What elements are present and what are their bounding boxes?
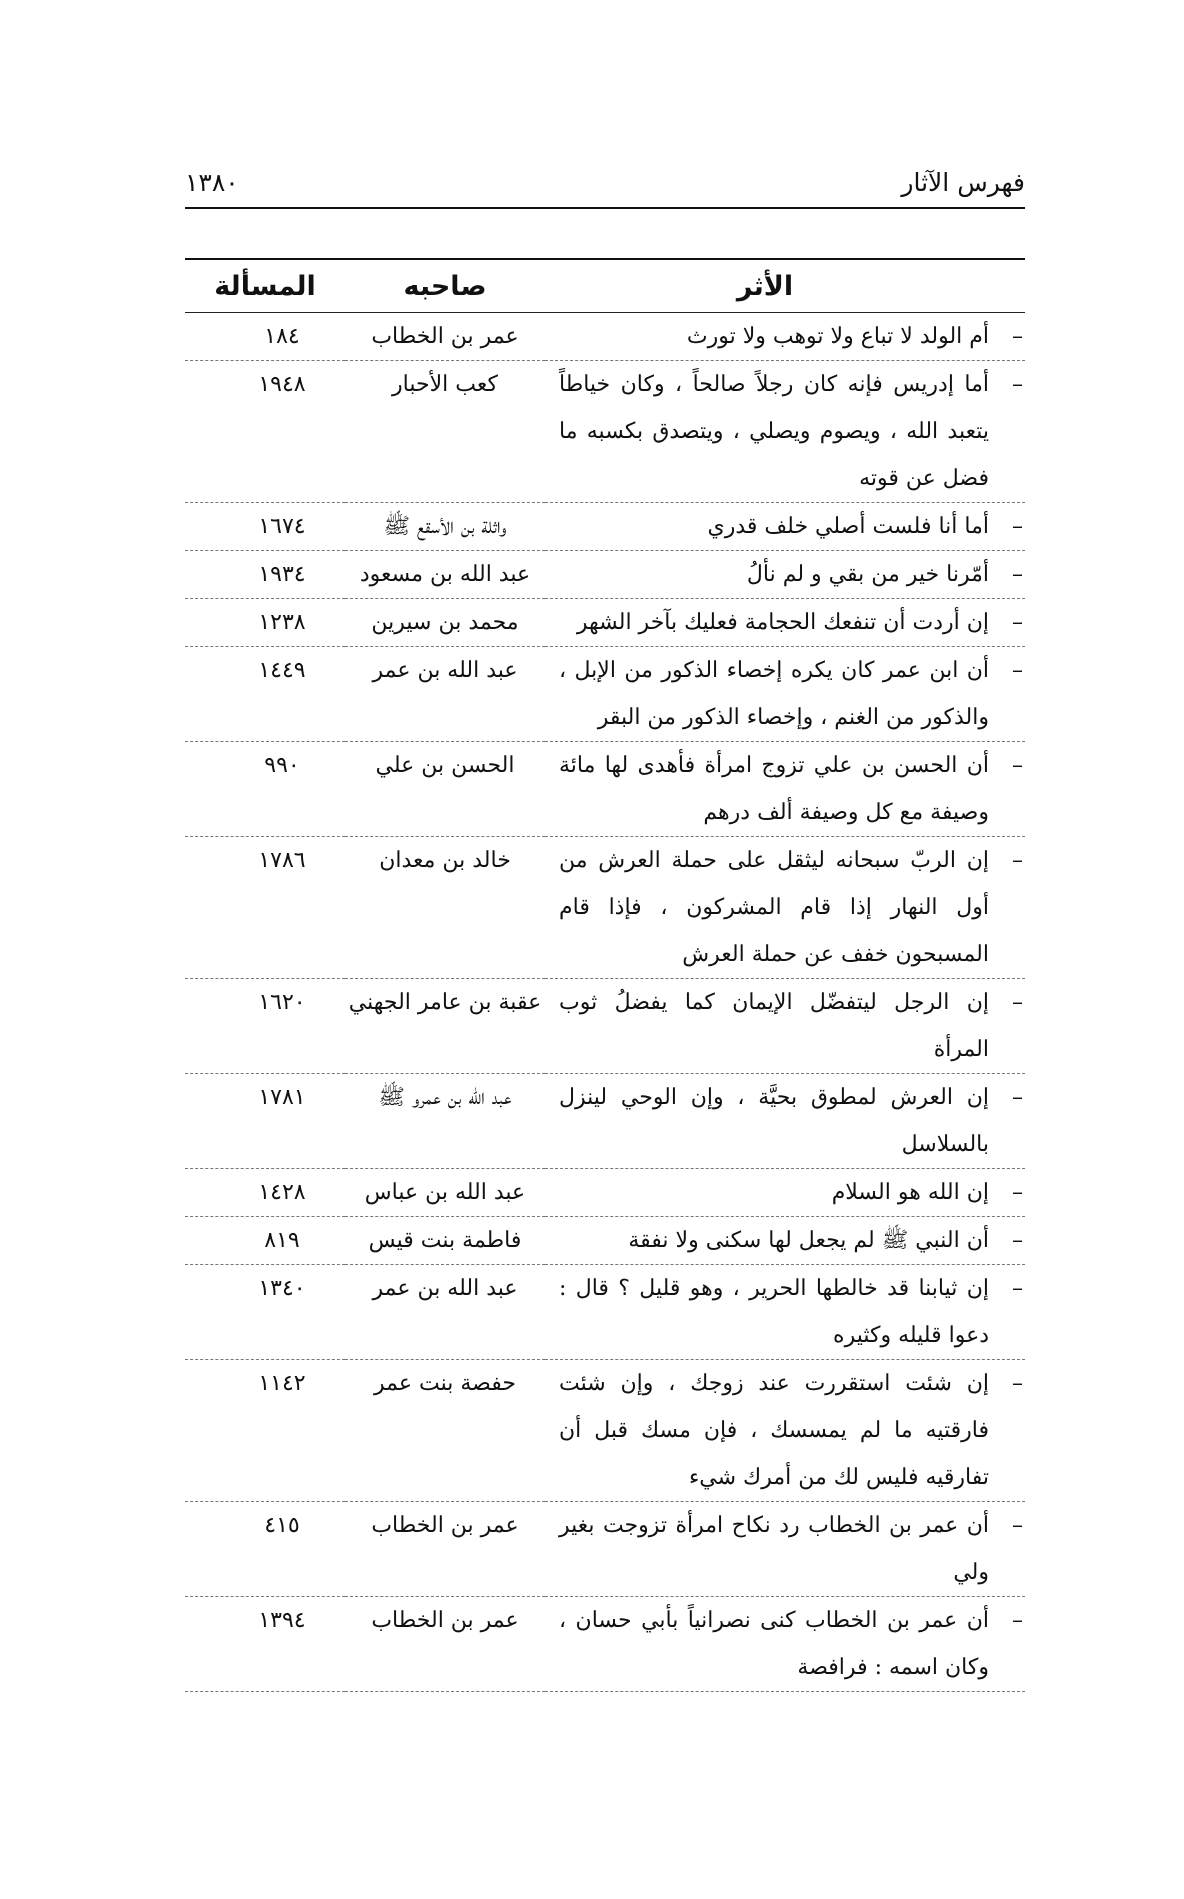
- sahib-cell: فاطمة بنت قيس: [368, 1228, 522, 1253]
- list-dash: –: [1012, 1276, 1023, 1301]
- masala-number-cell: ١٣٩٤: [258, 1608, 306, 1633]
- athar-text: إن العرش لمطوق بحيَّة ، وإن الوحي لينزل بالسلاسل: [559, 1085, 989, 1157]
- masala-number-cell: ١٣٤٠: [258, 1276, 306, 1301]
- athar-text: إن الرجل ليتفضّل الإيمان كما يفضلُ ثوب المرأة: [559, 990, 989, 1062]
- masala-number-cell: ٩٩٠: [264, 753, 300, 778]
- sahib-cell: عبد الله بن عمر: [372, 658, 518, 683]
- table-header-row: [185, 260, 1025, 313]
- masala-number-cell: ١٧٨٦: [258, 848, 306, 873]
- athar-cell: [545, 979, 1025, 1074]
- list-dash: –: [1012, 990, 1023, 1015]
- table-row: [185, 647, 1025, 742]
- athar-cell: [545, 1597, 1025, 1692]
- athar-text: أن ابن عمر كان يكره إخصاء الذكور من الإبل ، والذكور من الغنم ، وإخصاء الذكور من البقر: [559, 658, 989, 730]
- sahib-cell: عقبة بن عامر الجهني: [348, 990, 542, 1015]
- masala-number-cell: ١٦٢٠: [258, 990, 306, 1015]
- athar-text: أما إدريس فإنه كان رجلاً صالحاً ، وكان خياطاً يتعبد الله ، ويصوم ويصلي ، ويتصدق بكسبه ما فضل عن قوته: [559, 372, 989, 491]
- athar-cell: [545, 647, 1025, 742]
- list-dash: –: [1012, 1608, 1023, 1633]
- table-row: [185, 551, 1025, 599]
- athar-text: أن عمر بن الخطاب كنى نصرانياً بأبي حسان ، وكان اسمه : فرافصة: [559, 1608, 989, 1680]
- masala-number-cell: ١٧٨١: [258, 1085, 306, 1110]
- athar-cell: [545, 1360, 1025, 1502]
- page-number: ١٣٨٠: [185, 168, 239, 197]
- table-row: [185, 979, 1025, 1074]
- masala-number-cell: ١٤٢٨: [258, 1180, 306, 1205]
- column-header-athar: الأثر: [736, 270, 794, 302]
- athar-cell: [545, 551, 1025, 599]
- list-dash: –: [1012, 562, 1023, 587]
- list-dash: –: [1012, 610, 1023, 635]
- list-dash: –: [1012, 1228, 1023, 1253]
- athar-text: أم الولد لا تباع ولا توهب ولا تورث: [686, 324, 989, 349]
- header-title: فهرس الآثار: [901, 168, 1025, 197]
- sahib-cell: واثلة بن الأسقع ﷺ: [383, 514, 507, 539]
- table-row: [185, 1360, 1025, 1502]
- athar-cell: [545, 599, 1025, 647]
- sahib-cell: محمد بن سيرين: [371, 610, 519, 635]
- masala-number-cell: ١٦٧٤: [258, 514, 306, 539]
- list-dash: –: [1012, 848, 1023, 873]
- athar-cell: [545, 1217, 1025, 1265]
- athar-cell: [545, 742, 1025, 837]
- athar-text: أن النبي ﷺ لم يجعل لها سكنى ولا نفقة: [628, 1228, 989, 1253]
- table-row: [185, 1265, 1025, 1360]
- table-row: [185, 361, 1025, 503]
- sahib-cell: عمر بن الخطاب: [371, 1608, 519, 1633]
- athar-text: إن الربّ سبحانه ليثقل على حملة العرش من أول النهار إذا قام المشركون ، فإذا قام المسبحون خفف عن حملة العرش: [559, 848, 989, 967]
- athar-cell: [545, 1502, 1025, 1597]
- masala-number-cell: ١١٤٢: [258, 1371, 306, 1396]
- masala-number-cell: ٤١٥: [264, 1513, 300, 1538]
- masala-number-cell: ٨١٩: [264, 1228, 300, 1253]
- sahib-cell: الحسن بن علي: [375, 753, 515, 778]
- sahib-cell: عبد الله بن عمرو ﷺ: [378, 1085, 512, 1110]
- athar-text: أمّرنا خير من بقي و لم نألُ: [746, 562, 989, 587]
- table-row: [185, 503, 1025, 551]
- table-row: [185, 837, 1025, 979]
- column-header-sahib: صاحبه: [403, 270, 487, 302]
- header-rule: [185, 207, 1025, 209]
- sahib-cell: عبد الله بن عمر: [372, 1276, 518, 1301]
- table-row: [185, 1597, 1025, 1692]
- sahib-cell: عبد الله بن مسعود: [359, 562, 531, 587]
- athar-index-table: [185, 258, 1025, 1692]
- masala-number-cell: ١٢٣٨: [258, 610, 306, 635]
- page-header: [185, 168, 1025, 208]
- list-dash: –: [1012, 658, 1023, 683]
- sahib-cell: عمر بن الخطاب: [371, 324, 519, 349]
- list-dash: –: [1012, 514, 1023, 539]
- sahib-cell: كعب الأحبار: [392, 372, 498, 397]
- sahib-cell: حفصة بنت عمر: [374, 1371, 516, 1396]
- table-row: [185, 599, 1025, 647]
- table-row: [185, 742, 1025, 837]
- masala-number-cell: ١٨٤: [264, 324, 300, 349]
- athar-text: أن الحسن بن علي تزوج امرأة فأهدى لها مائة وصيفة مع كل وصيفة ألف درهم: [559, 753, 989, 825]
- sahib-cell: عمر بن الخطاب: [371, 1513, 519, 1538]
- athar-text: أما أنا فلست أصلي خلف قدري: [707, 514, 989, 539]
- list-dash: –: [1012, 1085, 1023, 1110]
- masala-number-cell: ١٤٤٩: [258, 658, 306, 683]
- table-row: [185, 1074, 1025, 1169]
- athar-text: إن الله هو السلام: [831, 1180, 989, 1205]
- athar-text: إن شئت استقررت عند زوجك ، وإن شئت فارقتيه ما لم يمسسك ، فإن مسك قبل أن تفارقيه فليس لك من أمرك شيء: [559, 1371, 989, 1490]
- list-dash: –: [1012, 324, 1023, 349]
- athar-cell: [545, 1169, 1025, 1217]
- athar-text: إن ثيابنا قد خالطها الحرير ، وهو قليل ؟ قال : دعوا قليله وكثيره: [559, 1276, 989, 1348]
- list-dash: –: [1012, 372, 1023, 397]
- athar-text: أن عمر بن الخطاب رد نكاح امرأة تزوجت بغير ولي: [559, 1513, 989, 1585]
- athar-cell: [545, 313, 1025, 361]
- list-dash: –: [1012, 1180, 1023, 1205]
- table-row: [185, 1169, 1025, 1217]
- list-dash: –: [1012, 1371, 1023, 1396]
- table-body: [185, 313, 1025, 1692]
- athar-cell: [545, 503, 1025, 551]
- table-row: [185, 1217, 1025, 1265]
- list-dash: –: [1012, 1513, 1023, 1538]
- athar-cell: [545, 361, 1025, 503]
- athar-text: إن أردت أن تنفعك الحجامة فعليك بآخر الشهر: [576, 610, 989, 635]
- masala-number-cell: ١٩٤٨: [258, 372, 306, 397]
- table-row: [185, 313, 1025, 361]
- athar-cell: [545, 837, 1025, 979]
- sahib-cell: خالد بن معدان: [379, 848, 511, 873]
- athar-cell: [545, 1265, 1025, 1360]
- masala-number-cell: ١٩٣٤: [258, 562, 306, 587]
- sahib-cell: عبد الله بن عباس: [364, 1180, 526, 1205]
- table-row: [185, 1502, 1025, 1597]
- column-header-masala: المسألة: [214, 270, 316, 302]
- list-dash: –: [1012, 753, 1023, 778]
- athar-cell: [545, 1074, 1025, 1169]
